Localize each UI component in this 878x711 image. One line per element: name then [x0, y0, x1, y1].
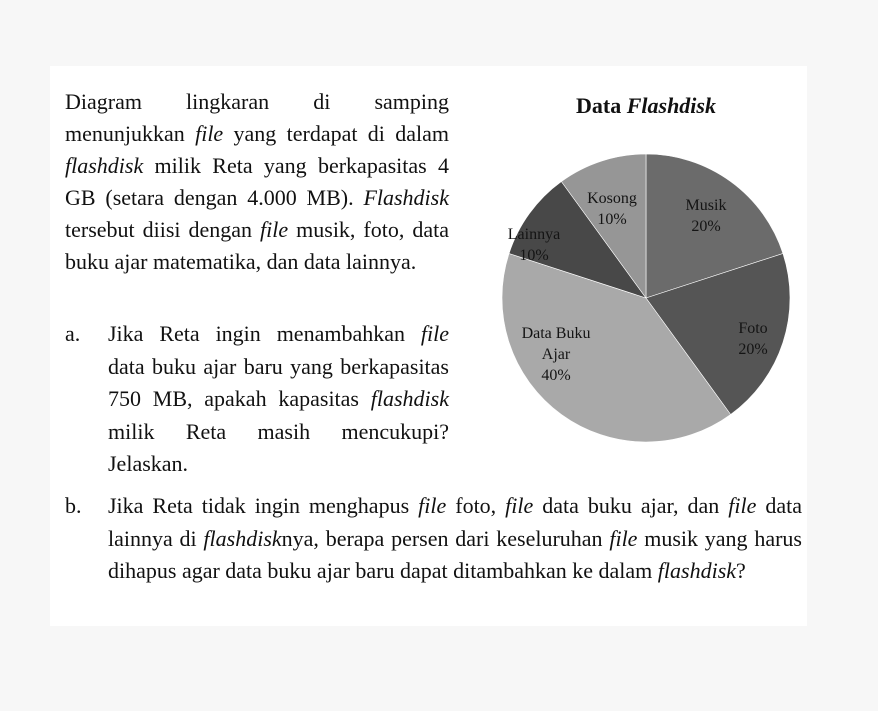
pie-label-kosong: Kosong 10% [587, 190, 637, 228]
pie-label-data-buku-ajar: Data Buku Ajar 40% [521, 325, 591, 384]
question-a [65, 318, 449, 488]
pie-label-lainnya: Lainnya 10% [507, 226, 561, 264]
question-a-text: Jika Reta ingin menambahkan file data buku ajar baru yang berkapasitas 750 MB, apakah kapasitas flashdisk milik Reta masih mencukupi? Jelaskan. [108, 321, 449, 476]
pie-chart [490, 76, 800, 456]
pie-label-foto: Foto 20% [738, 320, 768, 358]
pie-label-musik: Musik 20% [685, 197, 727, 235]
chart-title: Data Flashdisk [576, 93, 716, 118]
question-b-text: Jika Reta tidak ingin menghapus file foto, file data buku ajar, dan file data lainnya di flashdisknya, berapa persen dari keseluruhan file musik yang harus dihapus agar data buku ajar baru dapat ditambahkan ke dalam flashdisk? [108, 493, 802, 583]
question-b-label: b. [65, 493, 82, 518]
question-b [65, 490, 802, 630]
question-card [50, 66, 807, 626]
intro-paragraph: Diagram lingkaran di samping menunjukkan file yang terdapat di dalam flashdisk milik Reta yang berkapasitas 4 GB (setara dengan 4.000 MB). Flashdisk tersebut diisi dengan file musik, foto, data buku ajar matematika, dan data lainnya. [65, 89, 449, 274]
question-a-label: a. [65, 321, 81, 346]
